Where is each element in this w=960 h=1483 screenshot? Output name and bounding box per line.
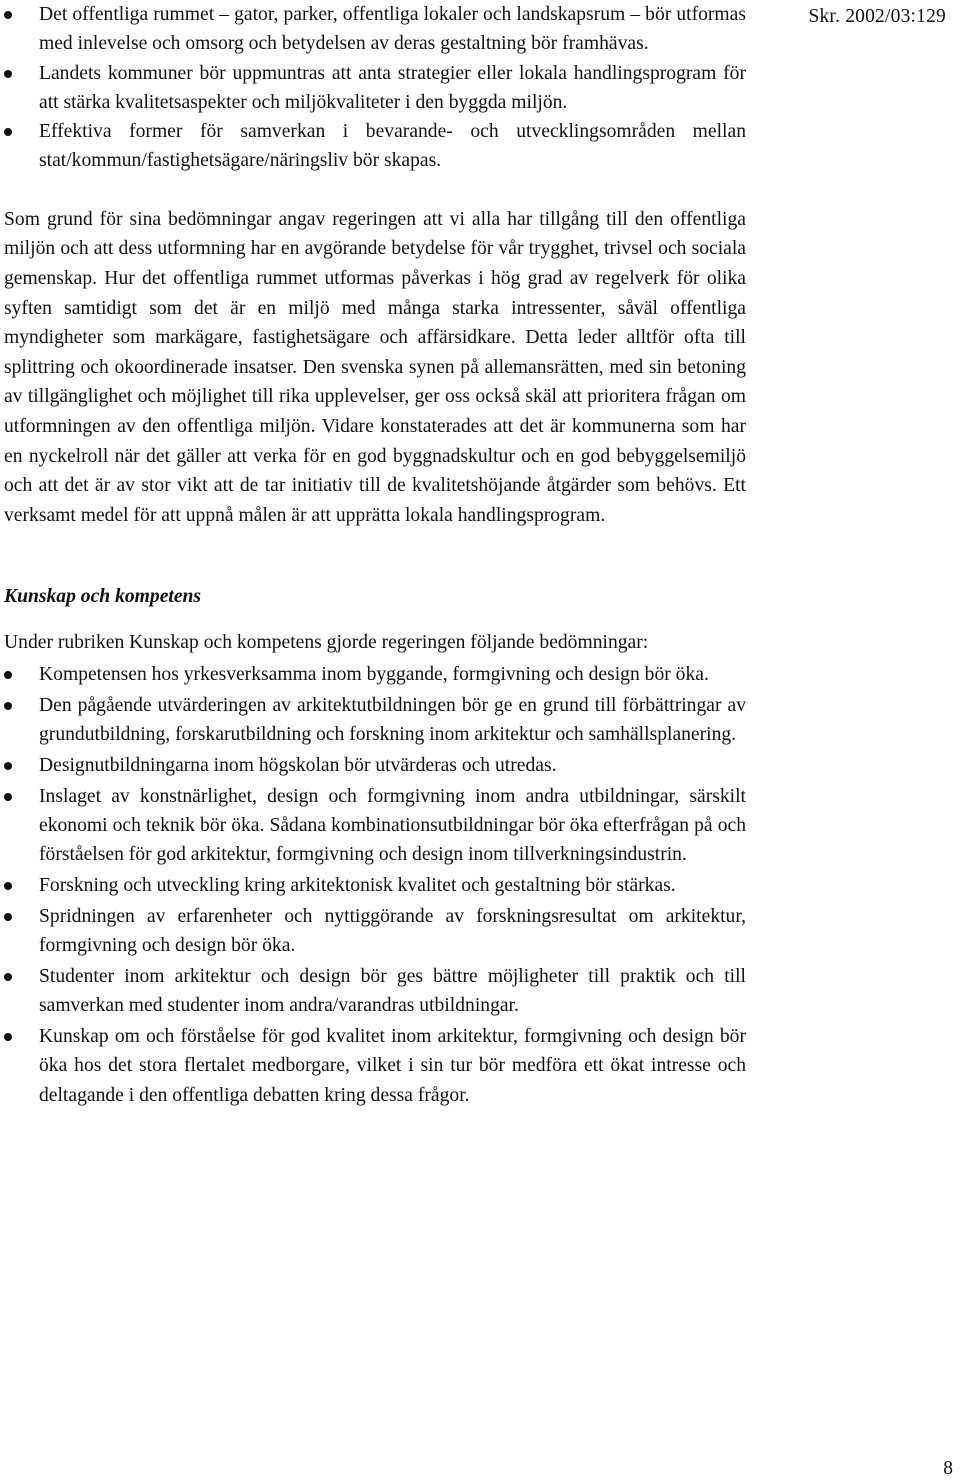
page-number: 8	[943, 1458, 953, 1479]
list-item: Det offentliga rummet – gator, parker, offentliga lokaler och landskapsrum – bör utformas med inlevelse och omsorg och betydelsen av deras gestaltning bör framhävas.	[4, 0, 746, 59]
list-item: Studenter inom arkitektur och design bör ges bättre möjligheter till praktik och till samverkan med studenter inom andra/varandras utbildningar.	[4, 962, 746, 1021]
section-heading: Kunskap och kompetens	[4, 586, 202, 608]
page-content	[4, 0, 746, 1111]
top-bullet-list	[4, 0, 746, 176]
assessment-bullet-list	[4, 660, 746, 1110]
document-reference: Skr. 2002/03:129	[808, 6, 946, 27]
body-paragraph: Som grund för sina bedömningar angav regeringen att vi alla har tillgång till den offentliga miljön och att dess utformning har en avgörande betydelse för vår trygghet, trivsel och sociala gemenskap. Hur det offentliga rummet utformas påverkas i hög grad av regelverk för olika syften samtidigt som det är en miljö med många starka intressenter, såväl offentliga myndigheter som markägare, fastighetsägare och affärsidkare. Detta leder alltför ofta till splittring och okoordinerade insatser. Den svenska synen på allemansrätten, med sin betoning av tillgänglighet och möjlighet till rika upplevelser, ger oss också skäl att prioritera frågan om utformningen av den offentliga miljön. Vidare konstaterades att det är kommunerna som har en nyckelroll när det gäller att verka för en god byggnadskultur och en god bebyggelsemiljö och att det är av stor vikt att de tar initiativ till de kvalitetshöjande åtgärder som behövs. Ett verksamt medel för att uppnå målen är att upprätta lokala handlingsprogram.	[4, 208, 746, 526]
list-item: Landets kommuner bör uppmuntras att anta strategier eller lokala handlingsprogram för att stärka kvalitetsaspekter och miljökvaliteter i den byggda miljön.	[4, 59, 746, 118]
list-item: Forskning och utveckling kring arkitektonisk kvalitet och gestaltning bör stärkas.	[4, 871, 746, 900]
list-item: Kompetensen hos yrkesverksamma inom byggande, formgivning och design bör öka.	[4, 660, 746, 689]
list-item: Spridningen av erfarenheter och nyttiggörande av forskningsresultat om arkitektur, formgivning och design bör öka.	[4, 902, 746, 961]
list-item: Kunskap om och förståelse för god kvalitet inom arkitektur, formgivning och design bör öka hos det stora flertalet medborgare, vilket i sin tur bör medföra ett ökat intresse och deltagande i den offentliga debatten kring dessa frågor.	[4, 1022, 746, 1110]
list-item: Designutbildningarna inom högskolan bör utvärderas och utredas.	[4, 751, 746, 780]
list-item: Inslaget av konstnärlighet, design och formgivning inom andra utbildningar, särskilt ekonomi och teknik bör öka. Sådana kombinationsutbildningar bör öka efterfrågan på och förståelsen för god arkitektur, formgivning och design inom tillverkningsindustrin.	[4, 782, 746, 870]
list-item: Effektiva former för samverkan i bevarande- och utvecklingsområden mellan stat/kommun/fastighetsägare/näringsliv bör skapas.	[4, 117, 746, 176]
section-intro: Under rubriken Kunskap och kompetens gjorde regeringen följande bedömningar:	[4, 632, 649, 654]
list-item: Den pågående utvärderingen av arkitektutbildningen bör ge en grund till förbättringar av grundutbildning, forskarutbildning och forskning inom arkitektur och samhällsplanering.	[4, 691, 746, 750]
